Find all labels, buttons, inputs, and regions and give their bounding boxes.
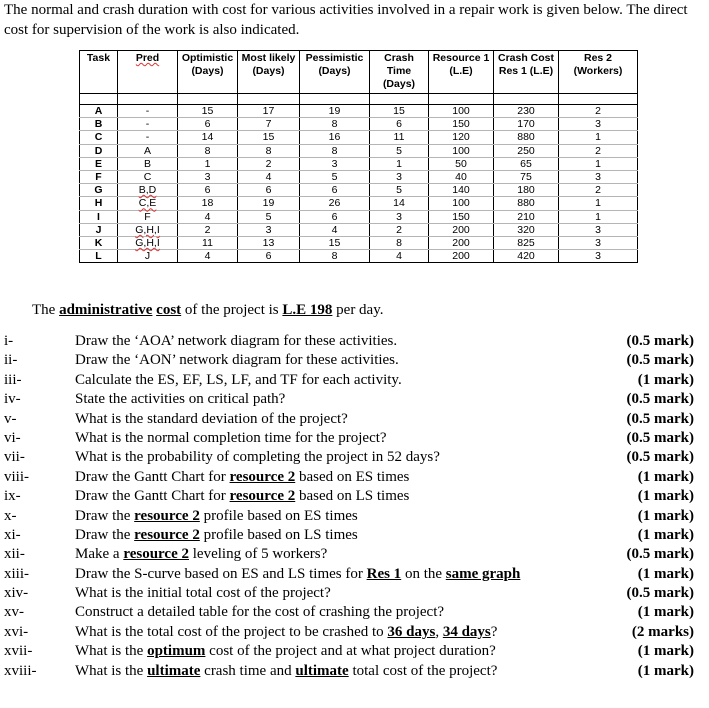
question-text: [75, 429, 387, 448]
cell-task: I: [80, 210, 118, 223]
cell-res-2: 1: [559, 210, 638, 223]
question-text-part: on the: [401, 565, 446, 582]
cell-optimistic: 15: [178, 105, 238, 118]
question-item: [4, 332, 704, 351]
cell-pessimistic: 3: [300, 157, 370, 170]
table-row: [80, 157, 638, 170]
question-mark: (0.5 mark): [626, 352, 694, 369]
cell-pred: C: [118, 170, 178, 183]
cell-pred: B: [118, 157, 178, 170]
cell-pessimistic: 6: [300, 184, 370, 197]
question-text-part: What is the initial total cost of the project?: [75, 585, 331, 602]
cell-optimistic: 4: [178, 210, 238, 223]
table-row: [80, 105, 638, 118]
cell-resource-1: 40: [429, 170, 494, 183]
question-text: [75, 487, 409, 506]
question-item: [4, 565, 704, 584]
question-item: [4, 487, 704, 506]
cell-task: C: [80, 131, 118, 144]
cell-crash-cost: 250: [494, 144, 559, 157]
cell-res-2: 3: [559, 118, 638, 131]
table-row: [80, 118, 638, 131]
question-mark: (1 mark): [637, 488, 694, 505]
cell-pessimistic: 8: [300, 144, 370, 157]
cell-crash-time: 15: [370, 105, 429, 118]
cell-most-likely: 6: [238, 250, 300, 263]
admin-word-cost: cost: [156, 302, 182, 318]
cell-res-2: 1: [559, 157, 638, 170]
cell-res-2: 3: [559, 250, 638, 263]
question-text-part: Draw the ‘AON’ network diagram for these activities.: [75, 352, 399, 369]
cell-res-2: 2: [559, 184, 638, 197]
question-text: [75, 332, 397, 351]
cell-optimistic: 1: [178, 157, 238, 170]
question-mark: (0.5 mark): [626, 410, 694, 427]
question-text-part: crash time and: [200, 662, 296, 679]
question-number: viii-: [4, 468, 29, 485]
cell-resource-1: 50: [429, 157, 494, 170]
activity-table-wrapper: [79, 50, 637, 263]
question-mark: (1 mark): [637, 526, 694, 543]
question-text-part: total cost of the project?: [348, 662, 498, 679]
question-emphasis: ultimate: [295, 662, 349, 679]
cell-pessimistic: 26: [300, 197, 370, 210]
question-text-part: profile based on LS times: [199, 526, 358, 543]
question-number: vi-: [4, 429, 21, 446]
cell-task: G: [80, 184, 118, 197]
header-crash-time: Crash Time (Days): [370, 51, 429, 94]
question-emphasis: same graph: [445, 565, 521, 582]
question-text-part: What is the total cost of the project to be crashed to: [75, 623, 388, 640]
question-item: [4, 545, 704, 564]
cell-res-2: 1: [559, 197, 638, 210]
cell-resource-1: 120: [429, 131, 494, 144]
cell-crash-time: 1: [370, 157, 429, 170]
question-text: [75, 584, 331, 603]
question-mark: (0.5 mark): [626, 333, 694, 349]
question-text: [75, 371, 402, 390]
header-most-likely: Most likely (Days): [238, 51, 300, 94]
cell-optimistic: 3: [178, 170, 238, 183]
question-mark: (0.5 mark): [626, 546, 694, 563]
table-row: [80, 131, 638, 144]
cell-pessimistic: 8: [300, 250, 370, 263]
question-text-part: Draw the: [75, 507, 135, 524]
question-text-part: ,: [435, 623, 443, 640]
question-mark: (0.5 mark): [626, 449, 694, 466]
intro-paragraph: The normal and crash duration with cost for various activities involved in a repair work is given below. The direct cost for supervision of the work is also indicated.: [4, 2, 688, 38]
question-number: xvi-: [4, 623, 29, 640]
admin-text-mid: of the project is: [181, 302, 283, 318]
question-text-part: What is the: [75, 662, 148, 679]
table-row: [80, 250, 638, 263]
question-text: [75, 410, 348, 429]
question-number: xi-: [4, 526, 21, 543]
question-number: xii-: [4, 546, 25, 563]
question-text-part: Draw the ‘AOA’ network diagram for these activities.: [75, 333, 398, 349]
question-text-part: State the activities on critical path?: [75, 391, 286, 408]
cell-crash-time: 14: [370, 197, 429, 210]
cell-most-likely: 5: [238, 210, 300, 223]
question-emphasis: 36 days: [387, 623, 436, 640]
cell-pessimistic: 19: [300, 105, 370, 118]
question-text: [75, 526, 358, 545]
cell-optimistic: 8: [178, 144, 238, 157]
cell-resource-1: 200: [429, 223, 494, 236]
cell-resource-1: 100: [429, 197, 494, 210]
cell-res-2: 2: [559, 105, 638, 118]
question-text-part: What is the probability of completing the project in 52 days?: [75, 449, 440, 466]
cell-most-likely: 2: [238, 157, 300, 170]
question-text-part: What is the normal completion time for the project?: [75, 429, 387, 446]
cell-crash-time: 3: [370, 170, 429, 183]
admin-word-administrative: administrative: [59, 302, 153, 318]
question-number: xvii-: [4, 643, 33, 660]
header-resource-1: Resource 1 (L.E): [429, 51, 494, 94]
table-row: [80, 223, 638, 236]
cell-res-2: 3: [559, 223, 638, 236]
cell-task: D: [80, 144, 118, 157]
question-item: [4, 410, 704, 429]
question-item: [4, 603, 704, 622]
cell-crash-time: 5: [370, 144, 429, 157]
question-emphasis: ultimate: [147, 662, 201, 679]
question-emphasis: resource 2: [134, 507, 200, 524]
question-text-part: based on LS times: [295, 488, 410, 505]
question-number: xviii-: [4, 662, 37, 679]
cell-pessimistic: 15: [300, 236, 370, 249]
cell-resource-1: 150: [429, 210, 494, 223]
question-text-part: What is the standard deviation of the project?: [75, 410, 348, 427]
question-text: [75, 351, 399, 370]
cell-resource-1: 100: [429, 144, 494, 157]
cell-most-likely: 19: [238, 197, 300, 210]
table-row: [80, 184, 638, 197]
question-number: iii-: [4, 371, 22, 388]
cell-task: K: [80, 236, 118, 249]
question-mark: (0.5 mark): [626, 585, 694, 602]
cell-task: L: [80, 250, 118, 263]
header-task: Task: [80, 51, 118, 94]
question-emphasis: 34 days: [442, 623, 491, 640]
question-emphasis: Res 1: [366, 565, 402, 582]
cell-task: J: [80, 223, 118, 236]
question-mark: (1 mark): [637, 371, 694, 388]
question-mark: (0.5 mark): [626, 391, 694, 408]
cell-crash-cost: 180: [494, 184, 559, 197]
question-item: [4, 526, 704, 545]
question-text: [75, 507, 358, 526]
cell-crash-time: 11: [370, 131, 429, 144]
cell-crash-cost: 170: [494, 118, 559, 131]
question-mark: (1 mark): [637, 468, 694, 485]
header-optimistic: Optimistic (Days): [178, 51, 238, 94]
cell-crash-cost: 75: [494, 170, 559, 183]
admin-cost-value: L.E 198: [282, 302, 333, 318]
question-text: [75, 642, 496, 661]
table-row: [80, 144, 638, 157]
question-text: [75, 565, 520, 584]
cell-most-likely: 4: [238, 170, 300, 183]
question-item: [4, 623, 704, 642]
header-pred: Pred: [118, 51, 178, 94]
cell-pessimistic: 8: [300, 118, 370, 131]
cell-crash-cost: 230: [494, 105, 559, 118]
question-mark: (1 mark): [637, 604, 694, 621]
cell-crash-time: 4: [370, 250, 429, 263]
cell-res-2: 2: [559, 144, 638, 157]
question-item: [4, 642, 704, 661]
question-text-part: Calculate the ES, EF, LS, LF, and TF for each activity.: [75, 371, 402, 388]
cell-res-2: 3: [559, 236, 638, 249]
question-emphasis: resource 2: [229, 488, 296, 505]
question-text: [75, 623, 497, 642]
table-header-row: [80, 51, 638, 94]
question-text-part: cost of the project and at what project duration?: [205, 643, 496, 660]
question-text: [75, 468, 409, 487]
cell-pred: F: [118, 210, 178, 223]
table-row: [80, 236, 638, 249]
cell-resource-1: 100: [429, 105, 494, 118]
question-number: ix-: [4, 488, 21, 505]
table-row: [80, 210, 638, 223]
cell-optimistic: 4: [178, 250, 238, 263]
cell-crash-cost: 420: [494, 250, 559, 263]
cell-crash-cost: 880: [494, 197, 559, 210]
cell-resource-1: 140: [429, 184, 494, 197]
cell-crash-time: 6: [370, 118, 429, 131]
question-item: [4, 371, 704, 390]
question-text-part: Construct a detailed table for the cost of crashing the project?: [75, 604, 445, 621]
question-number: xiii-: [4, 565, 29, 582]
question-item: [4, 662, 704, 681]
question-item: [4, 429, 704, 448]
cell-pred: -: [118, 131, 178, 144]
question-number: xv-: [4, 604, 24, 621]
question-text-part: profile based on ES times: [199, 507, 358, 524]
table-spacer-row: [80, 94, 638, 105]
question-mark: (1 mark): [637, 643, 694, 660]
cell-crash-cost: 65: [494, 157, 559, 170]
question-text: [75, 662, 497, 681]
cell-crash-time: 3: [370, 210, 429, 223]
cell-most-likely: 3: [238, 223, 300, 236]
cell-crash-time: 5: [370, 184, 429, 197]
questions-list: [4, 332, 704, 681]
cell-task: H: [80, 197, 118, 210]
header-crash-cost: Crash Cost Res 1 (L.E): [494, 51, 559, 94]
question-text-part: ?: [490, 623, 498, 640]
question-text: [75, 603, 444, 622]
cell-resource-1: 200: [429, 236, 494, 249]
question-number: i-: [4, 333, 14, 349]
table-row: [80, 197, 638, 210]
header-res-2: Res 2 (Workers): [559, 51, 638, 94]
cell-crash-cost: 210: [494, 210, 559, 223]
cell-most-likely: 8: [238, 144, 300, 157]
question-item: [4, 351, 704, 370]
question-mark: (1 mark): [637, 507, 694, 524]
question-mark: (2 marks): [631, 623, 694, 640]
admin-text-after: per day.: [332, 302, 384, 318]
question-item: [4, 584, 704, 603]
table-row: [80, 170, 638, 183]
cell-optimistic: 2: [178, 223, 238, 236]
question-text-part: leveling of 5 workers?: [189, 546, 328, 563]
cell-optimistic: 6: [178, 184, 238, 197]
cell-pred: C,E: [118, 197, 178, 210]
question-number: x-: [4, 507, 17, 524]
question-text-part: What is the: [75, 643, 148, 660]
cell-crash-cost: 320: [494, 223, 559, 236]
question-number: xiv-: [4, 585, 29, 602]
cell-pessimistic: 5: [300, 170, 370, 183]
cell-pred: -: [118, 118, 178, 131]
question-text-part: Draw the Gantt Chart for: [75, 488, 230, 505]
cell-optimistic: 14: [178, 131, 238, 144]
question-text-part: Draw the: [75, 526, 135, 543]
cell-most-likely: 7: [238, 118, 300, 131]
question-text: [75, 545, 327, 564]
question-item: [4, 448, 704, 467]
question-mark: (0.5 mark): [626, 429, 694, 446]
cell-pred: B,D: [118, 184, 178, 197]
question-emphasis: resource 2: [134, 526, 200, 543]
cell-pred: A: [118, 144, 178, 157]
question-item: [4, 468, 704, 487]
admin-text-before: The: [32, 302, 60, 318]
cell-resource-1: 150: [429, 118, 494, 131]
cell-pred: -: [118, 105, 178, 118]
cell-optimistic: 18: [178, 197, 238, 210]
question-emphasis: optimum: [147, 643, 206, 660]
cell-most-likely: 6: [238, 184, 300, 197]
cell-pessimistic: 6: [300, 210, 370, 223]
question-text-part: Make a: [75, 546, 124, 563]
question-item: [4, 507, 704, 526]
cell-task: E: [80, 157, 118, 170]
cell-optimistic: 11: [178, 236, 238, 249]
question-text-part: Draw the Gantt Chart for: [75, 468, 230, 485]
question-number: iv-: [4, 391, 21, 408]
cell-crash-time: 2: [370, 223, 429, 236]
cell-most-likely: 13: [238, 236, 300, 249]
cell-most-likely: 15: [238, 131, 300, 144]
cell-pred: G,H,I: [118, 223, 178, 236]
cell-crash-cost: 825: [494, 236, 559, 249]
question-text: [75, 390, 285, 409]
cell-task: A: [80, 105, 118, 118]
administrative-cost-line: [32, 300, 384, 320]
question-number: ii-: [4, 352, 18, 369]
cell-task: B: [80, 118, 118, 131]
cell-crash-cost: 880: [494, 131, 559, 144]
question-text-part: Draw the S-curve based on ES and LS times for: [75, 565, 367, 582]
question-text-part: based on ES times: [295, 468, 410, 485]
header-pessimistic: Pessimistic (Days): [300, 51, 370, 94]
cell-pred: J: [118, 250, 178, 263]
cell-most-likely: 17: [238, 105, 300, 118]
cell-task: F: [80, 170, 118, 183]
cell-crash-time: 8: [370, 236, 429, 249]
cell-pessimistic: 4: [300, 223, 370, 236]
question-mark: (1 mark): [637, 565, 694, 582]
cell-pred: G,H,I: [118, 236, 178, 249]
question-item: [4, 390, 704, 409]
cell-resource-1: 200: [429, 250, 494, 263]
question-emphasis: resource 2: [123, 546, 189, 563]
question-emphasis: resource 2: [229, 468, 296, 485]
cell-pessimistic: 16: [300, 131, 370, 144]
question-number: v-: [4, 410, 17, 427]
question-number: vii-: [4, 449, 25, 466]
question-text: [75, 448, 440, 467]
cell-res-2: 1: [559, 131, 638, 144]
cell-res-2: 3: [559, 170, 638, 183]
question-mark: (1 mark): [637, 662, 694, 679]
cell-optimistic: 6: [178, 118, 238, 131]
activity-table: [79, 50, 638, 263]
